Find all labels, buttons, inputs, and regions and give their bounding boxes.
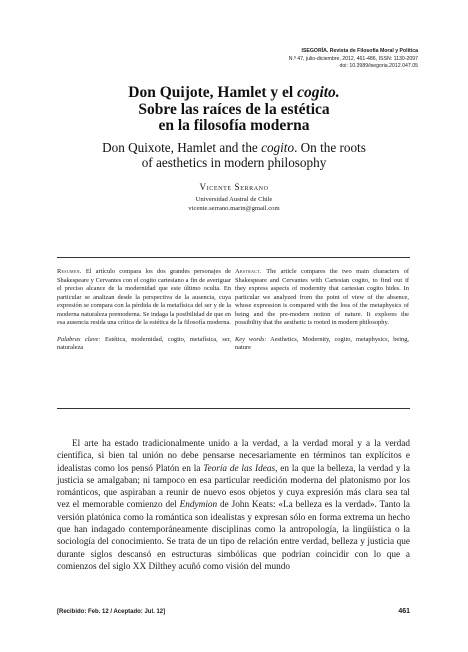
body-p1-italic-2: Endymion [179,500,218,511]
author-affiliation: Universidad Austral de Chile [195,196,273,203]
body-p1-b: , en la que la belleza, la verdad y la justicia se amalgaban; ni tampoco en esa particular reedición moderna del platonismo por los románticos, que aspiraban a reunir de nuevo esos objetos y cuya expresión más clara sea tal vez el memorable comienzo del [57,463,410,511]
author-name: Vicente Serrano [199,182,269,192]
body-text [57,438,410,573]
body-p1-c: de John Keats: «La belleza es la verdad». Tanto la versión platónica como la romántica son idealistas y expresan sólo en forma extrema un hecho que han indagado contemporáneamente disciplinas como la antropología, la lingüística o la sociología del conocimiento. Se trata de un tipo de relación entre verdad, belleza y justicia que durante siglos descansó en estructuras simbólicas que podrían coincidir con lo que a comienzos del siglo XX Dilthey acuñó como visión del mundo [57,500,410,572]
abstract-english [235,268,409,353]
body-p1-italic-1: Teoría de las Ideas [203,463,276,474]
title-es-part1: Don Quijote, Hamlet y el [128,84,298,101]
title-es-line3: en la filosofía moderna [158,117,310,134]
keywords-en-label: Key words: [235,335,267,343]
abstract-en-text: The article compares the two main characters of Shakespeare and Cervantes with Cartesian cogito, to find out if they express aspects of modernity that cartesian cogito hides. In particular we analyzed from the point of view of the absence, whose expression is compared with the loss of the metaphysics of being and the pre-modern notion of nature. It explores the possibility that the aesthetic is rooted in modern philosophy. [235,268,409,327]
keywords-es-label: Palabras clave: [57,335,101,343]
body-p1-a: El arte ha estado tradicionalmente unido a la verdad, a la verdad moral y a la verdad científica, si bien tal unión no debe pensarse necesariamente en términos tan explícitos e idealistas como los pensó Platón en la [57,439,410,474]
title-english [0,140,468,170]
title-spanish [0,85,468,135]
abstract-es-label: Resumen. [57,268,82,275]
journal-header [289,48,418,71]
author-email: vicente.serrano.marin@gmail.com [188,204,280,212]
abstract-top-rule [57,257,410,258]
page-number: 461 [398,608,410,615]
keywords-en: Aesthetics, Modernity, cogito, metaphysics, being, nature [235,335,409,352]
body-paragraph [57,438,410,573]
title-es-line2: Sobre las raíces de la estética [138,100,330,118]
abstract-bottom-rule [57,408,410,409]
title-en-part2: . On the roots [294,140,366,155]
keywords-es: Estética, modernidad, cogito, metafísica, ser, naturaleza [57,335,231,352]
abstract-es-text: El artículo compara los dos grandes personajes de Shakespeare y Cervantes con el cogito cartesiano a fin de averiguar el preciso alcance de la modernidad que este último oculta. En particular se analizan desde la perspectiva de la ausencia, cuya expresión se compara con la pérdida de la metafísica del ser y de la moderna naturaleza premoderna. Se indaga la posibilidad de que en esa ausencia resida una crítica de la estética de la filosofía moderna. [57,268,231,327]
received-accepted-note: [Recibido: Feb. 12 / Aceptado: Jul. 12] [57,609,166,615]
journal-doi: doi: 10.3989/isegoria.2012.047.05 [339,63,418,70]
journal-issue: N.º 47, julio-diciembre, 2012, 461-486, ISSN: 1130-2097 [288,55,418,62]
abstract-spanish [57,268,231,353]
title-en-part1: Don Quixote, Hamlet and the [102,140,262,155]
author-affiliation-block [0,196,468,214]
title-en-line2: of aesthetics in modern philosophy [141,155,327,170]
title-es-italic: cogito. [297,84,340,101]
abstract-en-label: Abstract. [235,268,262,275]
title-en-italic: cogito [261,140,295,155]
journal-name: ISEGORÍA. Revista de Filosofía Moral y Política [301,48,418,54]
